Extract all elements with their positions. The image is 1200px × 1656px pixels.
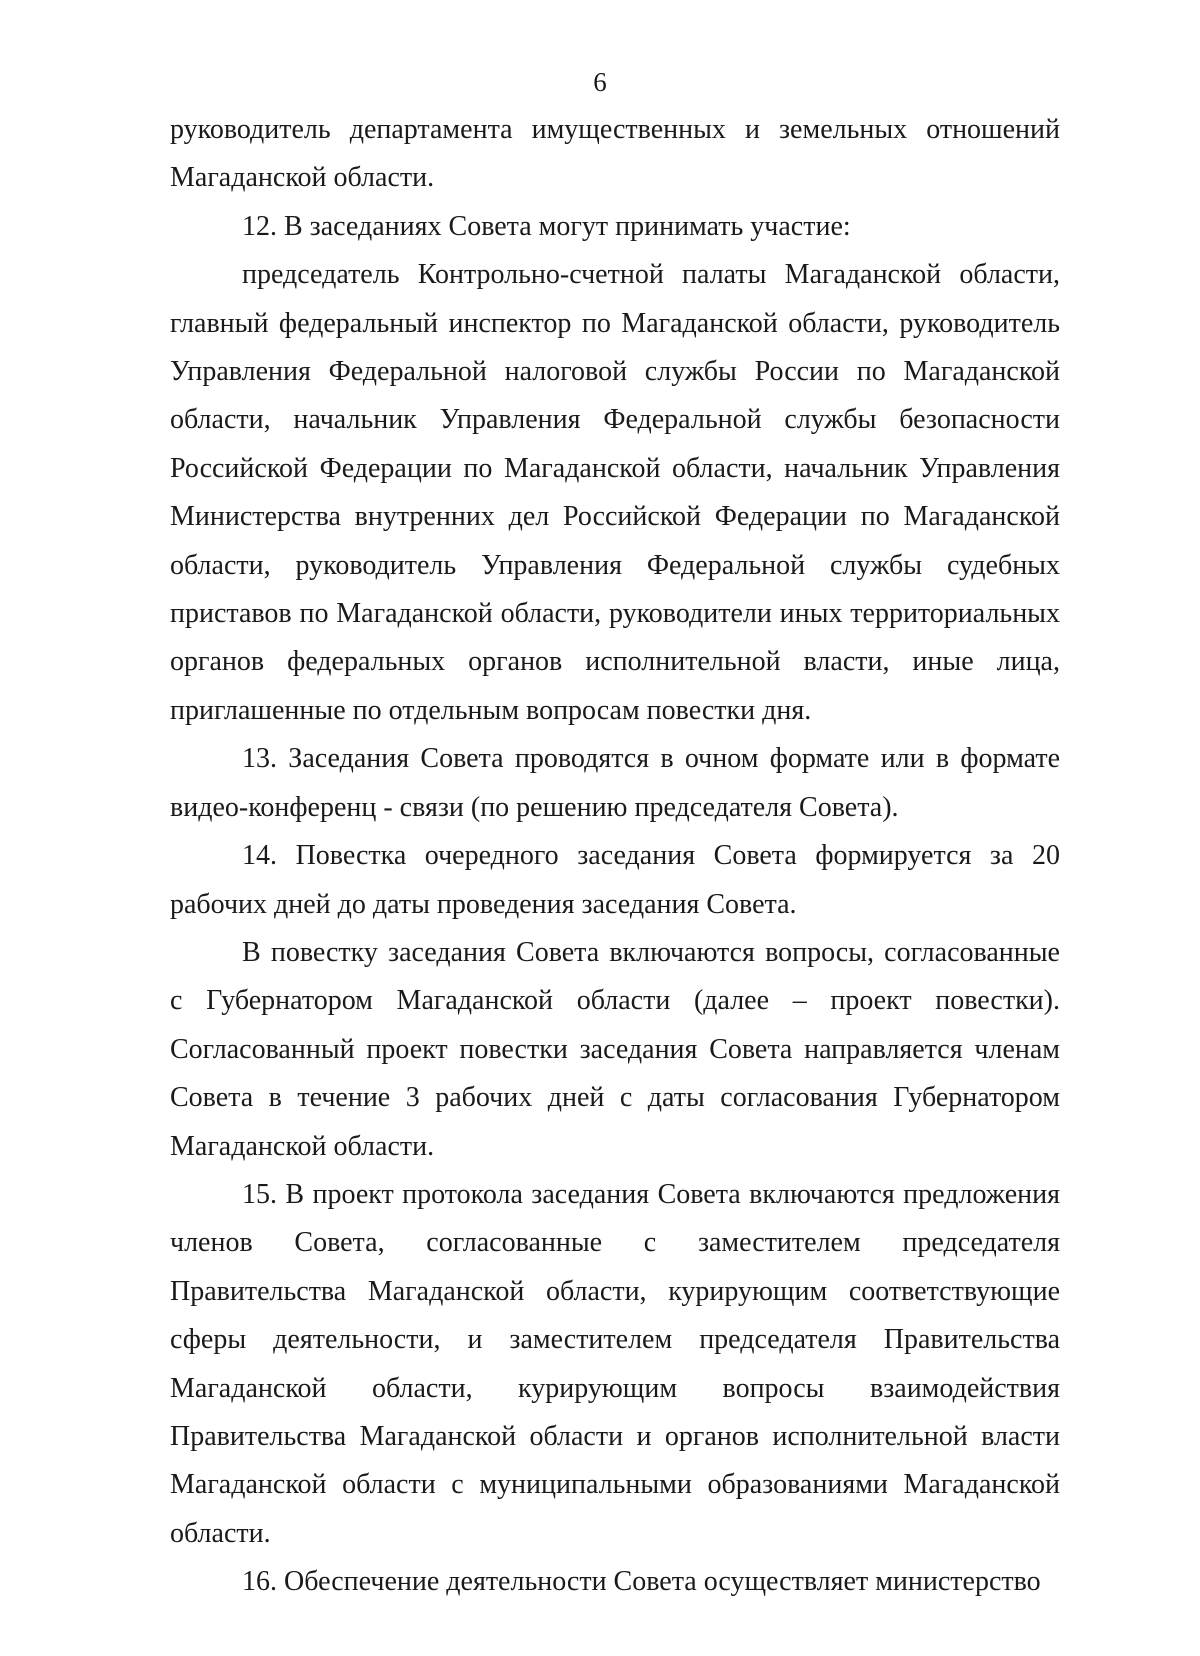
paragraph-15: 15. В проект протокола заседания Совета включаются предложения членов Совета, согласованные с заместителем председателя Правительства Магаданской области, курирующим соответствующие сферы деятельности, и заместителем председателя Правительства Магаданской области, курирующим вопросы взаимодействия Правительства Магаданской области и органов исполнительной власти Магаданской области с муниципальными образованиями Магаданской области. — [170, 1178, 1060, 1549]
paragraph-12: 12. В заседаниях Совета могут принимать участие: — [242, 210, 851, 242]
page-number: 6 — [593, 67, 607, 97]
paragraph-14: 14. Повестка очередного заседания Совета формируется за 20 рабочих дней до даты проведения заседания Совета. — [170, 840, 1060, 920]
document-body — [170, 106, 1060, 1607]
paragraph-14-agenda: В повестку заседания Совета включаются вопросы, согласованные с Губернатором Магаданской области (далее – проект повестки). Согласованный проект повестки заседания Совета направляется членам Совета в течение 3 рабочих дней с даты согласования Губернатором Магаданской области. — [170, 936, 1060, 1162]
paragraph-13: 13. Заседания Совета проводятся в очном формате или в формате видео-конференц - связи (по решению председателя Совета). — [170, 743, 1060, 823]
paragraph-12-participants: председатель Контрольно-счетной палаты Магаданской области, главный федеральный инспектор по Магаданской области, руководитель Управления Федеральной налоговой службы России по Магаданской области, начальник Управления Федеральной службы безопасности Российской Федерации по Магаданской области, начальник Управления Министерства внутренних дел Российской Федерации по Магаданской области, руководитель Управления Федеральной службы судебных приставов по Магаданской области, руководители иных территориальных органов федеральных органов исполнительной власти, иные лица, приглашенные по отдельным вопросам повестки дня. — [170, 259, 1060, 726]
paragraph-16: 16. Обеспечение деятельности Совета осуществляет министерство — [242, 1566, 1041, 1598]
paragraph-continuation: руководитель департамента имущественных и земельных отношений Магаданской области. — [170, 114, 1060, 194]
